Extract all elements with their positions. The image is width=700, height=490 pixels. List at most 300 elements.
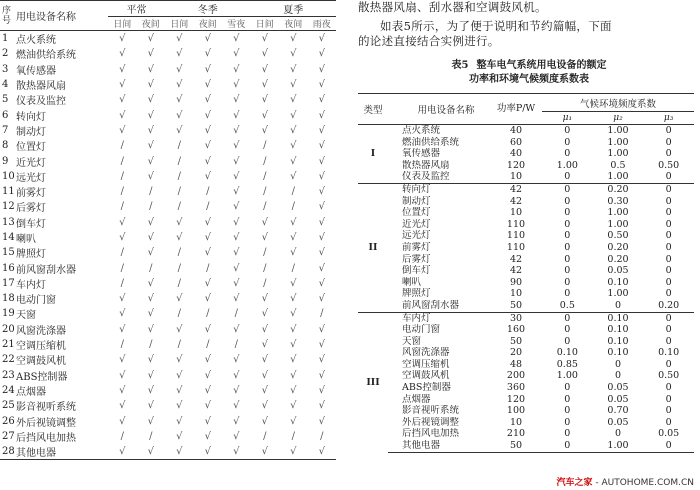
device-name: 风窗洗涤器 [16, 325, 66, 337]
usage-mark: / [177, 186, 181, 198]
sub-header: 夜间 [194, 17, 223, 31]
usage-mark: / [149, 262, 153, 274]
mu1-value: 0 [542, 312, 593, 324]
sub-header: 日间 [108, 17, 137, 31]
group-header-winter: 冬季 [165, 1, 251, 17]
usage-mark: √ [147, 155, 154, 167]
usage-mark: √ [176, 79, 183, 91]
mu2-value: 0 [614, 299, 621, 311]
table-row [358, 125, 694, 137]
mu2-value: 1.00 [607, 288, 629, 300]
mu2-value: 1.00 [593, 440, 644, 452]
usage-mark: / [234, 308, 238, 320]
usage-mark: / [120, 247, 124, 259]
table-row [0, 260, 336, 275]
power-value: 210 [506, 428, 526, 440]
usage-mark: √ [318, 277, 325, 289]
mu1-value: 0 [564, 125, 571, 136]
usage-mark: √ [147, 232, 154, 243]
usage-mark: / [120, 201, 124, 213]
usage-mark: √ [290, 354, 297, 366]
device-name: 前风窗刮水器 [402, 299, 460, 311]
row-number: 25 [2, 400, 15, 412]
usage-mark: √ [233, 262, 240, 274]
table-row [0, 184, 336, 199]
usage-mark: √ [204, 293, 211, 305]
usage-mark: √ [147, 323, 154, 335]
usage-mark: √ [204, 170, 211, 182]
mu2-value: 0.20 [607, 253, 629, 265]
usage-mark: √ [204, 354, 211, 366]
mu1-value: 0.10 [556, 347, 578, 359]
row-number: 9 [2, 155, 9, 167]
table-row [0, 398, 336, 413]
mu1-value: 0 [564, 241, 571, 253]
usage-mark: √ [119, 354, 126, 366]
usage-mark: √ [204, 400, 211, 412]
power-value: 160 [506, 324, 526, 336]
usage-mark: √ [204, 94, 211, 106]
usage-mark: √ [233, 384, 240, 396]
usage-mark: √ [176, 293, 183, 305]
usage-mark: √ [279, 444, 308, 460]
table-row [358, 312, 694, 324]
usage-mark: / [177, 155, 181, 167]
mu1-value: 0 [564, 207, 571, 219]
mu1-value: 0 [564, 218, 571, 230]
device-name: 点烟器 [16, 386, 46, 398]
usage-mark: √ [176, 400, 183, 412]
usage-mark: √ [233, 48, 240, 60]
mu3-value: 0 [665, 253, 672, 265]
usage-mark: √ [204, 323, 211, 335]
usage-mark: / [177, 170, 181, 182]
device-name: 燃油供给系统 [402, 136, 460, 148]
table-row [358, 428, 694, 440]
usage-mark: / [177, 277, 181, 289]
usage-mark: √ [204, 430, 211, 442]
body-text-line: 散热器风扇、刮水器和空调鼓风机。 [358, 0, 547, 14]
usage-mark: √ [176, 216, 183, 228]
power-value: 90 [509, 276, 523, 288]
mu2-value: 0.05 [607, 393, 629, 405]
table-row [358, 300, 694, 312]
table-row [0, 306, 336, 321]
usage-mark: / [120, 262, 124, 274]
table-row [358, 148, 694, 160]
usage-mark: √ [318, 216, 325, 228]
usage-mark: √ [290, 400, 297, 412]
power-value: 10 [509, 416, 523, 428]
table-row [358, 219, 694, 231]
table-row [0, 92, 336, 107]
device-name: 后挡风电加热 [402, 428, 460, 440]
power-value: 10 [509, 288, 523, 300]
usage-mark: √ [318, 33, 325, 45]
mu1-value: 0 [564, 276, 571, 288]
left-table-panel [0, 0, 348, 490]
usage-mark: √ [147, 308, 154, 320]
usage-mark: / [177, 247, 181, 259]
usage-mark: √ [108, 444, 137, 460]
power-value: 48 [509, 358, 523, 370]
usage-mark: √ [290, 216, 297, 228]
device-name: 远光灯 [16, 172, 46, 184]
usage-mark: √ [176, 232, 183, 243]
usage-mark: √ [204, 232, 211, 243]
table-row [358, 359, 694, 371]
mu2-value: 0 [614, 358, 621, 370]
device-name: 点火系统 [16, 35, 56, 47]
mu3-value: 0 [665, 335, 672, 347]
usage-mark: / [177, 308, 181, 320]
mu3-value: 0 [665, 241, 672, 253]
mu3-value: 0 [665, 218, 672, 230]
usage-mark: √ [290, 247, 297, 259]
usage-mark: √ [233, 170, 240, 182]
table-row [358, 370, 694, 382]
usage-mark: √ [233, 354, 240, 366]
usage-mark: √ [318, 155, 325, 167]
usage-mark: √ [308, 444, 337, 460]
device-name: 车内灯 [388, 312, 490, 324]
mu1-value: 0 [542, 183, 593, 195]
usage-mark: / [120, 277, 124, 289]
usage-mark: / [120, 140, 124, 152]
device-name: 制动灯 [16, 126, 46, 138]
usage-mark: √ [119, 216, 126, 228]
usage-mark: √ [176, 48, 183, 60]
row-number: 13 [2, 216, 15, 228]
col-header-type: 类型 [358, 94, 388, 125]
table-row [358, 440, 694, 452]
mu3-value: 0 [643, 312, 694, 324]
mu3-value: 0 [665, 148, 672, 160]
usage-mark: √ [290, 308, 297, 320]
mu1-value: 0.85 [556, 358, 578, 370]
table-row [0, 276, 336, 291]
usage-mark: √ [119, 384, 126, 396]
mu1-value: 1.00 [556, 159, 578, 171]
mu2-value: 1.00 [607, 148, 629, 160]
usage-mark: √ [233, 277, 240, 289]
device-name: 喇叭 [402, 276, 422, 288]
usage-mark: √ [261, 339, 268, 351]
usage-mark: / [120, 170, 124, 182]
mu3-value: 0 [643, 183, 694, 195]
usage-mark: √ [147, 33, 154, 45]
device-name: 天窗 [16, 310, 36, 322]
usage-mark: √ [290, 232, 297, 243]
row-number: 12 [2, 201, 15, 213]
usage-mark: √ [119, 109, 126, 121]
col-header-mu3: μ₃ [643, 112, 694, 125]
mu2-value: 1.00 [607, 218, 629, 230]
sub-header: 日间 [251, 17, 280, 31]
row-number: 3 [2, 63, 9, 75]
device-name: 影音视听系统 [16, 402, 76, 414]
usage-mark: √ [176, 323, 183, 335]
usage-mark: √ [233, 232, 240, 243]
mu3-value: 0 [665, 171, 672, 183]
row-number: 17 [2, 277, 15, 289]
usage-mark: √ [290, 63, 297, 75]
usage-mark: √ [261, 232, 268, 243]
mu2-value: 0.10 [607, 347, 629, 359]
power-value: 30 [490, 312, 542, 324]
usage-mark: √ [147, 109, 154, 121]
usage-mark: / [177, 140, 181, 152]
usage-mark: √ [318, 400, 325, 412]
usage-mark: √ [318, 94, 325, 106]
usage-mark: √ [233, 369, 240, 381]
mu2-value: 0.10 [607, 335, 629, 347]
row-number: 27 [2, 430, 15, 442]
table-row [0, 291, 336, 306]
usage-mark: √ [290, 124, 297, 136]
mu3-value: 0 [665, 136, 672, 148]
row-number: 21 [2, 339, 15, 351]
power-value: 360 [506, 382, 526, 394]
device-name: 风窗洗涤器 [402, 347, 450, 359]
power-value: 42 [509, 253, 523, 265]
body-text-line: 的论述直接结合实例进行。 [358, 34, 500, 48]
usage-mark: / [263, 155, 267, 167]
mu3-value: 0.20 [658, 299, 680, 311]
mu3-value: 0 [665, 288, 672, 300]
usage-mark: √ [204, 140, 211, 152]
group-header-summer: 夏季 [251, 1, 337, 17]
usage-mark: √ [318, 247, 325, 259]
mu1-value: 0 [564, 288, 571, 300]
table-row [358, 160, 694, 172]
table-row [0, 245, 336, 260]
mu3-value: 0 [665, 324, 672, 336]
device-name: 前雾灯 [16, 188, 46, 200]
usage-mark: √ [119, 293, 126, 305]
row-number: 24 [2, 384, 15, 396]
usage-mark: √ [119, 124, 126, 136]
mu2-value: 0.05 [607, 382, 629, 394]
mu1-value: 1.00 [556, 370, 578, 382]
mu3-value: 0 [665, 195, 672, 207]
usage-mark: √ [261, 109, 268, 121]
usage-mark: √ [261, 124, 268, 136]
usage-mark: √ [318, 339, 325, 351]
usage-mark: √ [119, 94, 126, 106]
device-name: 外后视镜调整 [16, 417, 76, 429]
usage-mark: √ [119, 48, 126, 60]
usage-mark: / [263, 262, 267, 274]
usage-matrix-table [0, 0, 336, 460]
row-number: 10 [2, 170, 15, 182]
mu2-value: 0.05 [607, 265, 629, 277]
mu2-value: 0.10 [607, 276, 629, 288]
usage-mark: √ [119, 79, 126, 91]
usage-mark: / [177, 201, 181, 213]
usage-mark: / [263, 247, 267, 259]
power-value: 110 [506, 230, 526, 242]
usage-mark: √ [204, 63, 211, 75]
table-row [358, 336, 694, 348]
mu3-value: 0 [665, 358, 672, 370]
usage-mark: √ [290, 323, 297, 335]
table-row [358, 242, 694, 254]
usage-mark: √ [119, 232, 126, 243]
usage-mark: √ [204, 415, 211, 427]
usage-mark: √ [261, 415, 268, 427]
device-name: 电动门窗 [402, 324, 441, 336]
usage-mark: √ [233, 63, 240, 75]
row-number: 8 [2, 140, 9, 152]
usage-mark: / [263, 201, 267, 213]
table-row [358, 277, 694, 289]
group-header-normal: 平常 [108, 1, 165, 17]
usage-mark: √ [261, 216, 268, 228]
usage-mark: √ [318, 232, 325, 243]
usage-mark: √ [318, 170, 325, 182]
mu1-value: 0 [564, 136, 571, 148]
col-header-mu2: μ₂ [593, 112, 644, 125]
mu1-value: 0 [564, 171, 571, 183]
device-name: 空调压缩机 [16, 341, 66, 353]
group-body [358, 183, 694, 312]
usage-mark: / [177, 339, 181, 351]
usage-mark: / [149, 430, 153, 442]
device-name: ABS控制器 [402, 382, 451, 394]
mu1-value: 0 [564, 335, 571, 347]
usage-mark: / [120, 155, 124, 167]
power-value: 100 [506, 405, 526, 417]
usage-mark: √ [176, 109, 183, 121]
mu3-value: 0 [665, 382, 672, 394]
device-name: 点烟器 [402, 393, 431, 405]
usage-mark: √ [261, 33, 268, 45]
mu2-value: 0.05 [607, 416, 629, 428]
device-name: 氧传感器 [402, 148, 441, 160]
usage-mark: √ [176, 384, 183, 396]
usage-mark: / [263, 186, 267, 198]
usage-mark: √ [290, 277, 297, 289]
usage-mark: √ [290, 109, 297, 121]
table-row [358, 265, 694, 277]
power-value: 50 [490, 440, 542, 452]
table-row [0, 429, 336, 444]
usage-mark: √ [318, 293, 325, 305]
usage-mark: √ [147, 48, 154, 60]
usage-mark: / [149, 339, 153, 351]
row-number: 26 [2, 415, 15, 427]
usage-mark: √ [318, 415, 325, 427]
table-row [0, 62, 336, 77]
mu1-value: 0 [564, 405, 571, 417]
usage-mark: √ [233, 109, 240, 121]
table-caption-number: 表5 [451, 60, 469, 71]
table-row [358, 324, 694, 336]
usage-mark: √ [233, 216, 240, 228]
mu1-value: 0 [564, 416, 571, 428]
usage-mark: √ [233, 247, 240, 259]
device-name: 转向灯 [388, 183, 490, 195]
device-name: 散热器风扇 [16, 81, 66, 93]
usage-mark: √ [194, 444, 223, 460]
mu3-value: 0.50 [658, 159, 680, 171]
usage-mark: / [320, 430, 324, 442]
table-row [0, 215, 336, 230]
device-name: 牌照灯 [16, 249, 46, 261]
group-body [358, 312, 694, 452]
usage-mark: √ [261, 323, 268, 335]
table-row [358, 288, 694, 300]
power-value: 42 [509, 265, 523, 277]
device-name: 其他电器 [388, 440, 490, 452]
table-row [0, 123, 336, 138]
usage-mark: √ [261, 354, 268, 366]
power-value: 42 [490, 183, 542, 195]
usage-mark: / [263, 140, 267, 152]
mu1-value: 0 [564, 324, 571, 336]
row-number: 18 [2, 293, 15, 305]
usage-mark: √ [233, 415, 240, 427]
table-row [358, 347, 694, 359]
row-number: 16 [2, 262, 15, 274]
mu2-value: 0 [614, 370, 621, 382]
power-value: 200 [506, 370, 526, 382]
usage-mark: √ [176, 415, 183, 427]
usage-mark: √ [176, 94, 183, 106]
usage-mark: √ [147, 400, 154, 412]
usage-mark: / [177, 262, 181, 274]
usage-mark: √ [290, 155, 297, 167]
table-row [358, 405, 694, 417]
usage-mark: √ [290, 170, 297, 182]
mu3-value: 0 [665, 276, 672, 288]
mu2-value: 0.50 [607, 230, 629, 242]
mu2-value: 1.00 [607, 136, 629, 148]
mu1-value: 0 [564, 230, 571, 242]
mu3-value: 0.05 [658, 428, 680, 440]
usage-mark: √ [147, 94, 154, 106]
table-caption [358, 59, 700, 87]
usage-mark: / [291, 186, 295, 198]
row-number: 15 [2, 247, 15, 259]
usage-mark: √ [318, 186, 325, 198]
power-value: 120 [506, 393, 526, 405]
table-row [358, 382, 694, 394]
usage-mark: √ [176, 354, 183, 366]
right-panel [358, 0, 700, 490]
usage-mark: √ [318, 140, 325, 152]
usage-mark: / [206, 308, 210, 320]
table-row [0, 368, 336, 383]
usage-mark: √ [147, 247, 154, 259]
usage-mark: / [149, 186, 153, 198]
usage-mark: √ [147, 170, 154, 182]
row-number: 7 [2, 124, 9, 136]
usage-mark: √ [318, 109, 325, 121]
table-row [0, 413, 336, 428]
mu1-value: 0 [564, 195, 571, 207]
watermark: 汽车之家 - AUTOHOME.COM.CN [556, 478, 694, 488]
col-header-no: 序号 [0, 1, 16, 31]
table-row [0, 352, 336, 367]
usage-mark: √ [318, 63, 325, 75]
table-row [358, 183, 694, 195]
table-row [0, 337, 336, 352]
device-name: 制动灯 [402, 195, 431, 207]
usage-mark: √ [119, 63, 126, 75]
power-value: 10 [509, 171, 523, 183]
